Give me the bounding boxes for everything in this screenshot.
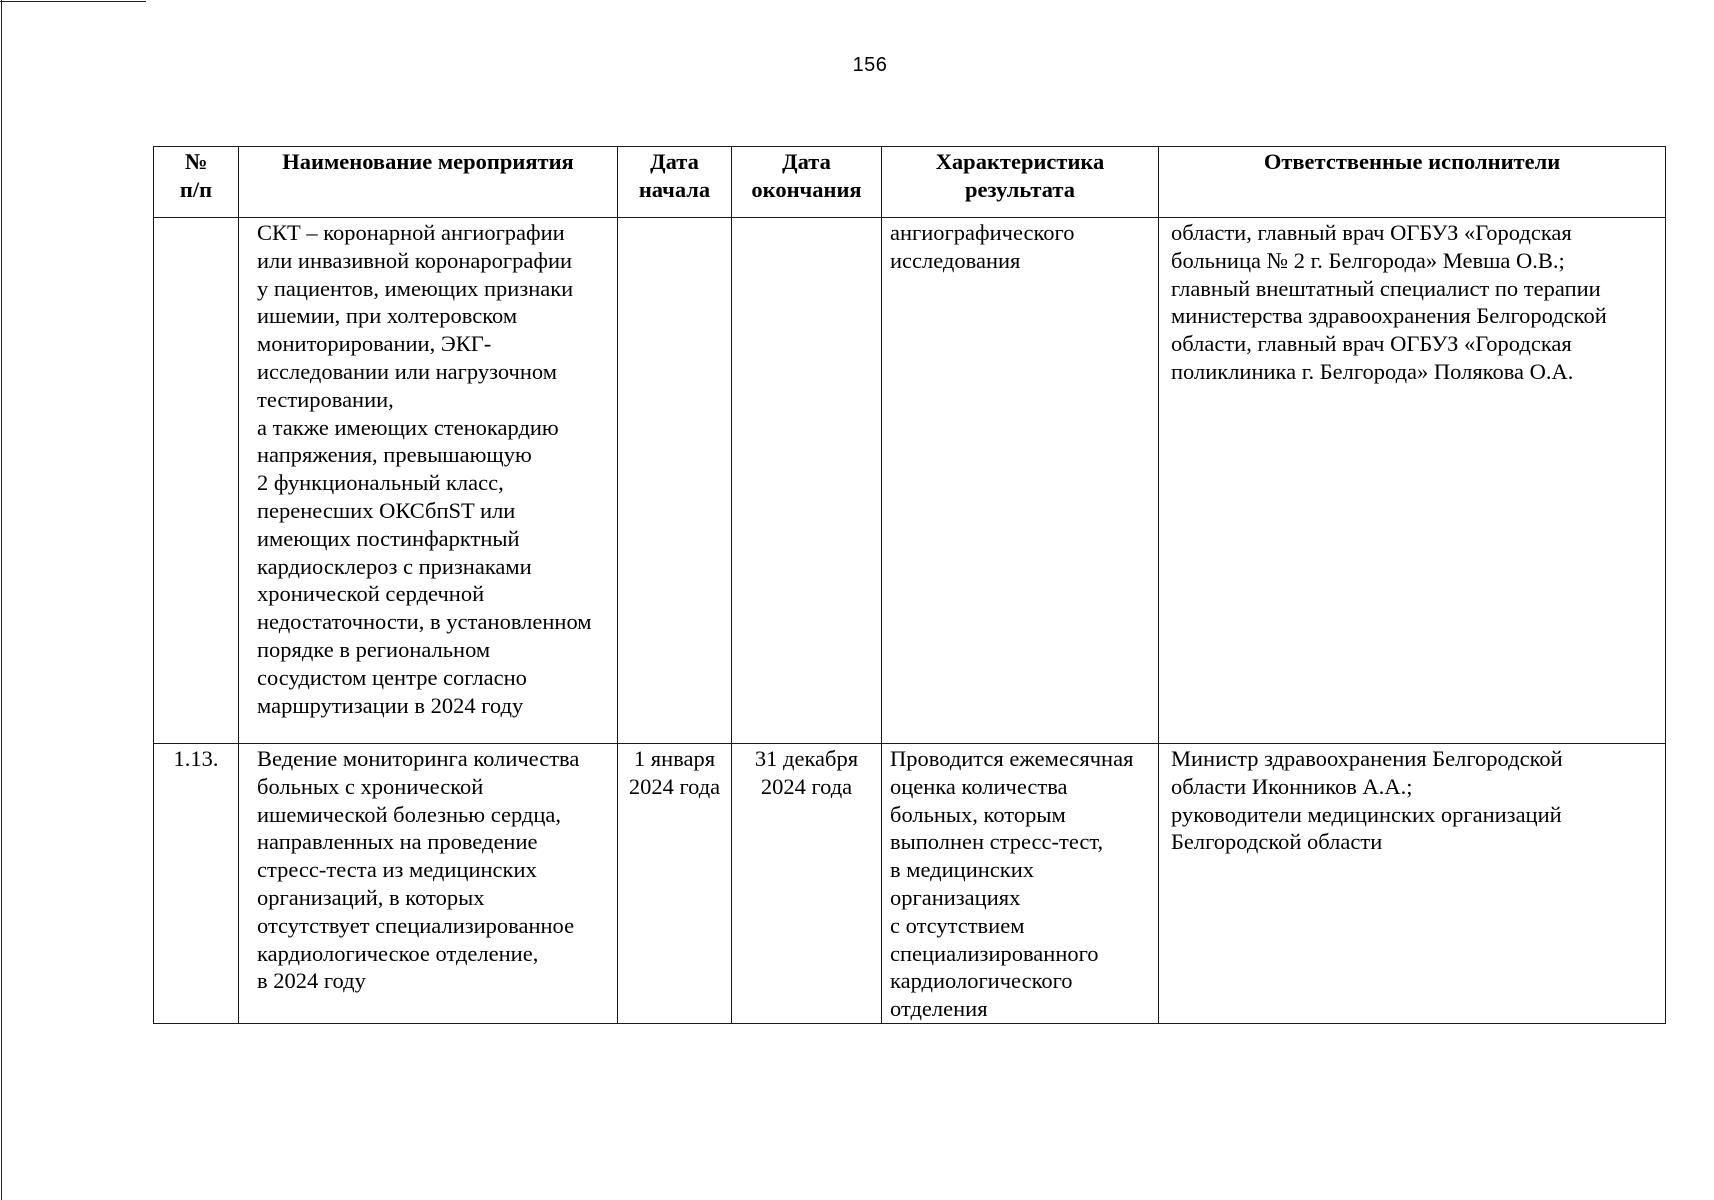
header-start-date: Дата начала <box>618 147 732 218</box>
plan-table <box>153 146 1666 1024</box>
cell-responsible: области, главный врач ОГБУЗ «Городская больница № 2 г. Белгорода» Мевша О.В.; главный внештатный специалист по терапии министерства здравоохранения Белгородской области, главный врач ОГБУЗ «Городская поликлиника г. Белгорода» Полякова О.А. <box>1159 218 1666 744</box>
cell-end-date: 31 декабря 2024 года <box>732 744 882 1024</box>
scan-edge-left <box>1 0 2 1200</box>
header-name: Наименование мероприятия <box>239 147 618 218</box>
header-result: Характеристика результата <box>882 147 1159 218</box>
cell-name: СКТ – коронарной ангиографии или инвазивной коронарографии у пациентов, имеющих признаки ишемии, при холтеровском мониторировании, ЭКГ- исследовании или нагрузочном тестировании, а также имеющих стенокардию напряжения, превышающую 2 функциональный класс, перенесших ОКСбпST или имеющих постинфарктный кардиосклероз с признаками хронической сердечной недостаточности, в установленном порядке в региональном сосудистом центре согласно маршрутизации в 2024 году <box>239 218 618 744</box>
header-num: № п/п <box>154 147 239 218</box>
header-end-date: Дата окончания <box>732 147 882 218</box>
cell-start-date: 1 января 2024 года <box>618 744 732 1024</box>
page-number: 156 <box>852 54 888 76</box>
table-row <box>154 744 1666 1024</box>
cell-result: ангиографического исследования <box>882 218 1159 744</box>
table-row <box>154 218 1666 744</box>
scan-edge-top <box>0 1 146 2</box>
cell-num: 1.13. <box>154 744 239 1024</box>
cell-result: Проводится ежемесячная оценка количества больных, которым выполнен стресс-тест, в медицинских организациях с отсутствием специализированного кардиологического отделения <box>882 744 1159 1024</box>
cell-end-date <box>732 218 882 744</box>
cell-start-date <box>618 218 732 744</box>
cell-responsible: Министр здравоохранения Белгородской области Иконников А.А.; руководители медицинских организаций Белгородской области <box>1159 744 1666 1024</box>
header-responsible: Ответственные исполнители <box>1159 147 1666 218</box>
table-header-row <box>154 147 1666 218</box>
cell-name: Ведение мониторинга количества больных с хронической ишемической болезнью сердца, направленных на проведение стресс-теста из медицинских организаций, в которых отсутствует специализированное кардиологическое отделение, в 2024 году <box>239 744 618 1024</box>
cell-num <box>154 218 239 744</box>
